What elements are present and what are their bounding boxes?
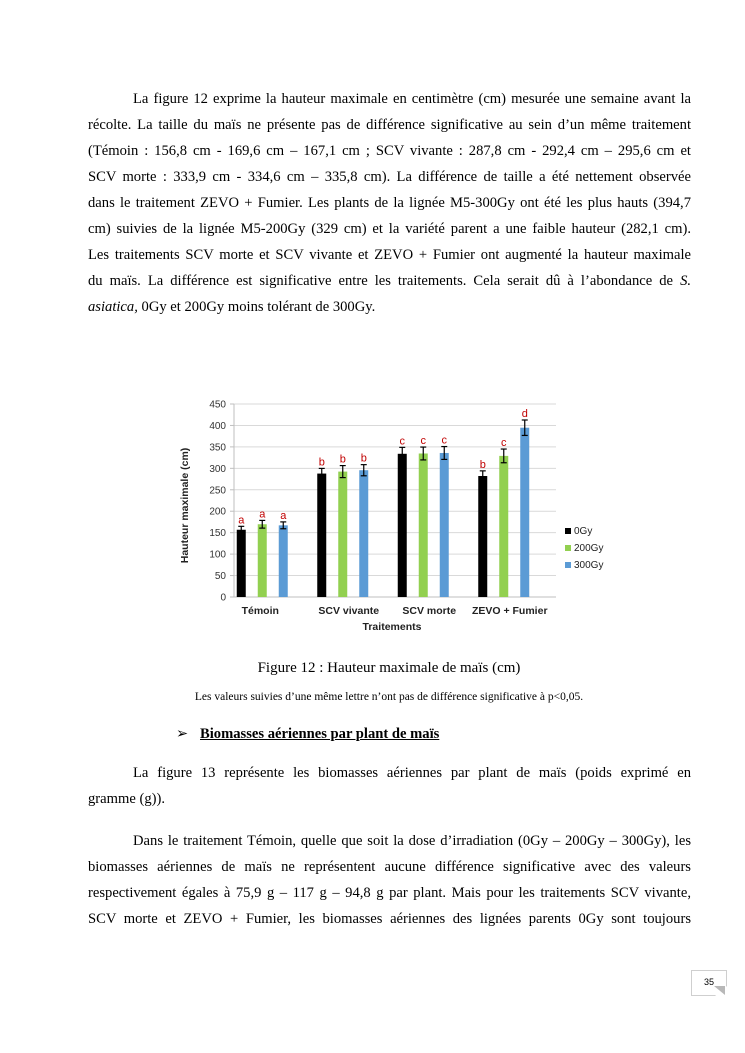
bar-300gy-2 (440, 453, 449, 597)
significance-letter: c (441, 434, 447, 447)
x-category-label: SCV vivante (318, 605, 380, 617)
text-span: Dans le traitement Témoin, quelle que soit la dose d’irradiation (0Gy – 200Gy – 300Gy), les (133, 833, 691, 849)
text-line (88, 112, 691, 138)
text-line (88, 190, 691, 216)
figure-note: Les valeurs suivies d’une même lettre n’ont pas de différence significative à p<0,05. (194, 691, 584, 703)
legend-label: 0Gy (574, 526, 593, 537)
significance-letter: c (399, 435, 405, 448)
significance-letter: b (479, 458, 486, 471)
y-tick-label: 100 (209, 549, 226, 561)
bar-300gy-0 (279, 525, 288, 597)
text-line (88, 242, 691, 268)
bar-chart (170, 392, 630, 642)
significance-letter: b (318, 456, 325, 469)
y-tick-label: 300 (209, 463, 226, 475)
significance-letter: b (339, 453, 346, 466)
y-tick-label: 250 (209, 485, 226, 497)
arrow-bullet-icon: ➢ (176, 726, 189, 742)
y-tick-label: 150 (209, 528, 226, 540)
legend-swatch-0gy (565, 528, 571, 534)
significance-letter: a (238, 514, 245, 527)
figure-12-chart (170, 392, 630, 642)
legend-swatch-200gy (565, 545, 571, 551)
x-category-label: Témoin (241, 605, 279, 617)
bar-200gy-0 (258, 524, 267, 597)
text-span: SCV morte : 333,9 cm - 334,6 cm – 335,8 cm). La différence de taille a été nettement observée (88, 169, 691, 185)
text-span: cm) suivies de la lignée M5-200Gy (329 cm) et la variété parent a une faible hauteur (282,1 cm). (88, 221, 691, 237)
text-line (88, 216, 691, 242)
text-line (88, 786, 691, 812)
text-span: gramme (g)). (88, 791, 165, 807)
text-line (88, 86, 691, 112)
paragraph-figure13-intro (88, 760, 691, 812)
significance-letter: c (501, 437, 507, 450)
bar-0gy-0 (237, 530, 246, 597)
bar-0gy-2 (398, 454, 407, 597)
y-tick-label: 350 (209, 442, 226, 454)
text-line (88, 828, 691, 854)
y-tick-label: 450 (209, 399, 226, 411)
y-tick-label: 200 (209, 506, 226, 518)
page-curl-shadow (714, 986, 725, 995)
legend-swatch-300gy (565, 562, 571, 568)
significance-letter: d (521, 407, 528, 420)
text-span: respectivement égales à 75,9 g – 117 g – 94,8 g par plant. Mais pour les traitements SCV vivante, (88, 885, 691, 901)
bar-300gy-3 (520, 428, 529, 597)
species-name-italic: S. (680, 273, 692, 289)
y-tick-label: 50 (214, 571, 226, 583)
text-line (88, 294, 691, 320)
significance-letter: a (259, 508, 266, 521)
text-line (88, 880, 691, 906)
y-tick-label: 400 (209, 420, 226, 432)
text-span: La figure 12 exprime la hauteur maximale en centimètre (cm) mesurée une semaine avant la (133, 91, 691, 107)
section-heading-title: Biomasses aériennes par plant de maïs (200, 726, 440, 742)
significance-letter: b (360, 452, 367, 465)
bar-0gy-3 (478, 476, 487, 597)
y-tick-label: 0 (220, 592, 226, 604)
text-span: SCV morte et ZEVO + Fumier, les biomasses aériennes des lignées parents 0Gy sont toujours (88, 911, 691, 927)
text-line (88, 854, 691, 880)
page-number-box (691, 970, 727, 996)
figure-caption: Figure 12 : Hauteur maximale de maïs (cm) (257, 660, 521, 676)
page-number: 35 (703, 977, 714, 987)
species-name-italic: asiatica, (88, 299, 138, 315)
paragraph-figure12-description (88, 86, 691, 320)
text-line (88, 760, 691, 786)
text-span: du maïs. La différence est significative entre les traitements. Cela serait dû à l’abondance de (88, 273, 674, 289)
significance-letter: a (280, 509, 287, 522)
text-span: Les traitements SCV morte et SCV vivante et ZEVO + Fumier ont augmenté la hauteur maximale (88, 247, 691, 263)
text-span: biomasses aériennes de maïs ne représentent aucune différence significative avec des valeurs (88, 859, 691, 875)
bar-200gy-2 (419, 453, 428, 597)
x-category-label: ZEVO + Fumier (471, 605, 548, 617)
legend-label: 300Gy (574, 560, 604, 571)
text-line (88, 906, 691, 932)
text-span: 0Gy et 200Gy moins tolérant de 300Gy. (137, 299, 376, 315)
section-heading (176, 725, 439, 743)
significance-letter: c (420, 435, 426, 448)
paragraph-temoin-biomass (88, 828, 691, 932)
text-line (88, 164, 691, 190)
text-span: (Témoin : 156,8 cm - 169,6 cm – 167,1 cm ; SCV vivante : 287,8 cm - 292,4 cm – 295,6 cm et (88, 143, 691, 159)
text-span: La figure 13 représente les biomasses aériennes par plant de maïs (poids exprimé en (133, 765, 691, 781)
bar-0gy-1 (317, 474, 326, 597)
bar-200gy-3 (499, 456, 508, 597)
text-span: récolte. La taille du maïs ne présente pas de différence significative au sein d’un même traitement (88, 117, 691, 133)
x-category-label: SCV morte (402, 605, 457, 617)
text-span: dans le traitement ZEVO + Fumier. Les plants de la lignée M5-300Gy ont été les plus hauts (394,7 (88, 195, 691, 211)
y-axis-title: Hauteur maximale (cm) (179, 447, 191, 564)
bar-200gy-1 (338, 472, 347, 597)
text-line (88, 138, 691, 164)
bar-300gy-1 (359, 470, 368, 597)
text-line (88, 268, 691, 294)
x-axis-title: Traitements (362, 621, 422, 633)
legend-label: 200Gy (574, 543, 604, 554)
